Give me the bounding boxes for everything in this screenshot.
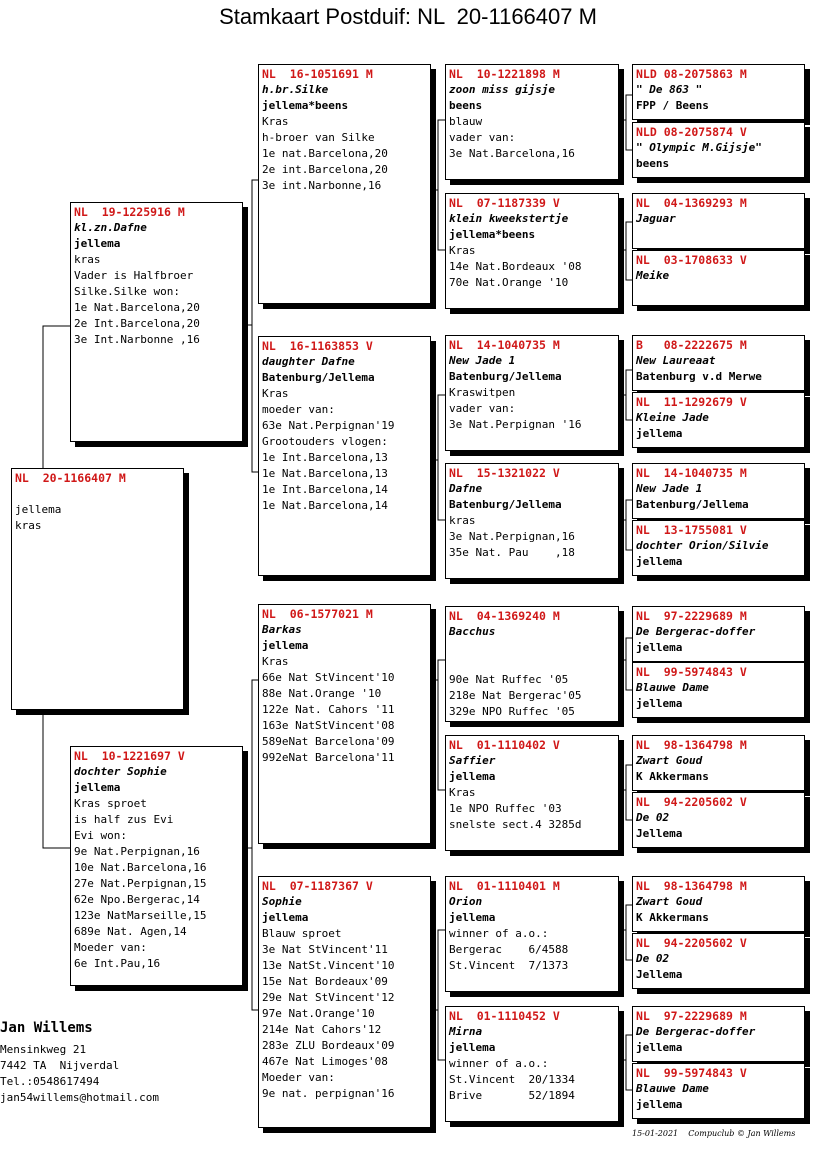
pigeon-info-line: moeder van: bbox=[262, 403, 335, 416]
pigeon-card-g4 bbox=[632, 250, 805, 306]
pigeon-card-ffm bbox=[445, 193, 619, 309]
pigeon-info-line: 1e Nat.Barcelona,14 bbox=[262, 499, 388, 512]
pigeon-card-g6 bbox=[632, 392, 805, 448]
pigeon-info-line: blauw bbox=[449, 115, 483, 128]
ring-number: NLD 08-2075874 V bbox=[636, 125, 747, 139]
pigeon-card-g8 bbox=[632, 520, 805, 576]
ring-number: NL 06-1577021 M bbox=[262, 607, 373, 621]
pigeon-card-fmm bbox=[445, 463, 619, 579]
ring-number: NL 13-1755081 V bbox=[636, 523, 747, 537]
pigeon-info-line: jellema bbox=[449, 1041, 496, 1054]
pigeon-info-line: 283e ZLU Bordeaux'09 bbox=[262, 1039, 395, 1052]
pigeon-info-line: h-broer van Silke bbox=[262, 131, 375, 144]
pigeon-name: Zwart Goud bbox=[636, 895, 703, 908]
ring-number: NLD 08-2075863 M bbox=[636, 67, 747, 81]
ring-number: NL 15-1321022 V bbox=[449, 466, 560, 480]
pigeon-info-line: 35e Nat. Pau ,18 bbox=[449, 546, 575, 559]
pigeon-card-g10 bbox=[632, 662, 805, 718]
pigeon-name: kl.zn.Dafne bbox=[74, 221, 147, 234]
pigeon-info-line: Batenburg/Jellema bbox=[262, 371, 375, 384]
pigeon-info-line: 66e Nat StVincent'10 bbox=[262, 671, 395, 684]
pigeon-card-g2 bbox=[632, 122, 805, 178]
pigeon-info-line: 689e Nat. Agen,14 bbox=[74, 925, 187, 938]
pigeon-name: Blauwe Dame bbox=[636, 1082, 709, 1095]
pigeon-info-line: jellema bbox=[636, 555, 683, 568]
pigeon-name: Blauwe Dame bbox=[636, 681, 709, 694]
ring-number: NL 01-1110402 V bbox=[449, 738, 560, 752]
ring-number: NL 04-1369293 M bbox=[636, 196, 747, 210]
pigeon-info-line: 992eNat Barcelona'11 bbox=[262, 751, 395, 764]
pigeon-info-line: jellema bbox=[262, 639, 309, 652]
pigeon-name: " De 863 " bbox=[636, 83, 703, 96]
pigeon-card-mm bbox=[258, 876, 431, 1128]
pigeon-name: dochter Sophie bbox=[74, 765, 167, 778]
ring-number: NL 04-1369240 M bbox=[449, 609, 560, 623]
pigeon-info-line: jellema bbox=[74, 781, 121, 794]
pigeon-card-ff bbox=[258, 64, 431, 304]
connector-subject-sire bbox=[43, 326, 70, 468]
ring-number: NL 19-1225916 M bbox=[74, 205, 185, 219]
pigeon-name: h.br.Silke bbox=[262, 83, 329, 96]
ring-number: NL 03-1708633 V bbox=[636, 253, 747, 267]
pigeon-name: New Jade 1 bbox=[449, 354, 516, 367]
ring-number: NL 14-1040735 M bbox=[636, 466, 747, 480]
pigeon-name: Barkas bbox=[262, 623, 302, 636]
pigeon-card-g14 bbox=[632, 933, 805, 989]
pigeon-info-line: jellema bbox=[262, 911, 309, 924]
pigeon-info-line: 1e nat.Barcelona,20 bbox=[262, 147, 388, 160]
pigeon-info-line: snelste sect.4 3285d bbox=[449, 818, 582, 831]
ring-number: NL 10-1221898 M bbox=[449, 67, 560, 81]
pigeon-info-line: 63e Nat.Perpignan'19 bbox=[262, 419, 395, 432]
pigeon-name: De Bergerac-doffer bbox=[636, 1025, 756, 1038]
ring-number: NL 11-1292679 V bbox=[636, 395, 747, 409]
pigeon-info-line: Batenburg v.d Merwe bbox=[636, 370, 762, 383]
pigeon-card-m bbox=[70, 746, 243, 986]
pigeon-info-line: 70e Nat.Orange '10 bbox=[449, 276, 569, 289]
pigeon-card-g1 bbox=[632, 64, 805, 120]
owner-email: jan54willems@hotmail.com bbox=[0, 1091, 159, 1104]
pigeon-info-line: K Akkermans bbox=[636, 770, 709, 783]
pigeon-info-line: FPP / Beens bbox=[636, 99, 709, 112]
pigeon-info-line: vader van: bbox=[449, 402, 516, 415]
pigeon-info-line: 6e Int.Pau,16 bbox=[74, 957, 161, 970]
connector-mm bbox=[431, 930, 445, 1060]
ring-number: NL 16-1051691 M bbox=[262, 67, 373, 81]
pigeon-card-g16 bbox=[632, 1063, 805, 1119]
pigeon-info-line: 214e Nat Cahors'12 bbox=[262, 1023, 382, 1036]
connector-ffm bbox=[619, 222, 632, 280]
ring-number: NL 99-5974843 V bbox=[636, 665, 747, 679]
pigeon-name: daughter Dafne bbox=[262, 355, 355, 368]
pigeon-info-line: Batenburg/Jellema bbox=[449, 370, 562, 383]
ring-number: NL 97-2229689 M bbox=[636, 609, 747, 623]
pigeon-info-line: 14e Nat.Bordeaux '08 bbox=[449, 260, 582, 273]
pigeon-info-line: Batenburg/Jellema bbox=[449, 498, 562, 511]
pigeon-card-g12 bbox=[632, 792, 805, 848]
pigeon-name: Orion bbox=[449, 895, 483, 908]
ring-number: NL 01-1110452 V bbox=[449, 1009, 560, 1023]
pigeon-info-line: 2e int.Barcelona,20 bbox=[262, 163, 388, 176]
pigeon-info-line: is half zus Evi bbox=[74, 813, 174, 826]
ring-number: NL 16-1163853 V bbox=[262, 339, 373, 353]
pigeon-info-line: vader van: bbox=[449, 131, 516, 144]
pigeon-info-line: Moeder van: bbox=[262, 1071, 335, 1084]
pigeon-info-line: 218e Nat Bergerac'05 bbox=[449, 689, 582, 702]
connector-mf bbox=[431, 660, 445, 790]
pigeon-info-line: jellema bbox=[636, 1098, 683, 1111]
pigeon-info-line: 3e Int.Narbonne ,16 bbox=[74, 333, 200, 346]
pigeon-info-line: 27e Nat.Perpignan,15 bbox=[74, 877, 207, 890]
ring-number: NL 10-1221697 V bbox=[74, 749, 185, 763]
pigeon-card-g7 bbox=[632, 463, 805, 519]
connector-fmm bbox=[619, 500, 632, 550]
pigeon-info-line: jellema bbox=[74, 237, 121, 250]
ring-number: NL 97-2229689 M bbox=[636, 1009, 747, 1023]
ring-number: NL 14-1040735 M bbox=[449, 338, 560, 352]
ring-number: NL 99-5974843 V bbox=[636, 1066, 747, 1080]
ring-number: NL 20-1166407 M bbox=[15, 471, 126, 485]
pigeon-info-line: Kras bbox=[262, 387, 289, 400]
ring-number: NL 98-1364798 M bbox=[636, 738, 747, 752]
pigeon-name: Saffier bbox=[449, 754, 496, 767]
pigeon-info-line: 88e Nat.Orange '10 bbox=[262, 687, 382, 700]
pigeon-name: zoon miss gijsje bbox=[449, 83, 555, 96]
pigeon-info-line: Kras bbox=[449, 244, 476, 257]
pigeon-name: De 02 bbox=[636, 952, 670, 965]
pigeon-info-line: Vader is Halfbroer bbox=[74, 269, 194, 282]
pigeon-name: klein kweekstertje bbox=[449, 212, 569, 225]
pigeon-info-line: jellema bbox=[636, 427, 683, 440]
pigeon-name: Jaguar bbox=[636, 212, 676, 225]
pigeon-name: New Jade 1 bbox=[636, 482, 703, 495]
pigeon-info-line: jellema*beens bbox=[262, 99, 349, 112]
pigeon-info-line: Grootouders vlogen: bbox=[262, 435, 388, 448]
pigeon-name: Mirna bbox=[449, 1025, 483, 1038]
pigeon-card-g11 bbox=[632, 735, 805, 791]
pigeon-info-line: 97e Nat.Orange'10 bbox=[262, 1007, 375, 1020]
pigeon-card-fm bbox=[258, 336, 431, 576]
owner-phone: Tel.:0548617494 bbox=[0, 1075, 100, 1088]
connector-mmm bbox=[619, 1035, 632, 1090]
pigeon-info-line: Kraswitpen bbox=[449, 386, 516, 399]
pigeon-name: De Bergerac-doffer bbox=[636, 625, 756, 638]
connector-fm bbox=[431, 395, 445, 520]
pigeon-info-line: 90e Nat Ruffec '05 bbox=[449, 673, 569, 686]
pigeon-info-line: 3e Nat.Perpignan '16 bbox=[449, 418, 582, 431]
pigeon-info-line: Moeder van: bbox=[74, 941, 147, 954]
ring-number: NL 98-1364798 M bbox=[636, 879, 747, 893]
pigeon-info-line: jellema bbox=[449, 770, 496, 783]
pigeon-card-mmm bbox=[445, 1006, 619, 1122]
pigeon-info-line: 1e Nat.Barcelona,13 bbox=[262, 467, 388, 480]
pigeon-card-f bbox=[70, 202, 243, 442]
pigeon-info-line: jellema bbox=[636, 1041, 683, 1054]
pigeon-info-line: Batenburg/Jellema bbox=[636, 498, 749, 511]
pigeon-info-line: jellema bbox=[15, 503, 62, 516]
connector-mfm bbox=[619, 765, 632, 820]
connector-fff bbox=[619, 95, 632, 150]
pigeon-info-line: Kras bbox=[449, 786, 476, 799]
ring-number: B 08-2222675 M bbox=[636, 338, 747, 352]
pigeon-name: De 02 bbox=[636, 811, 670, 824]
pigeon-info-line: 10e Nat.Barcelona,16 bbox=[74, 861, 207, 874]
pigeon-info-line: K Akkermans bbox=[636, 911, 709, 924]
owner-name: Jan Willems bbox=[0, 1020, 93, 1036]
footer-credit: 15-01-2021 Compuclub © Jan Willems bbox=[632, 1129, 796, 1138]
pigeon-info-line: 62e Npo.Bergerac,14 bbox=[74, 893, 200, 906]
connector-mff bbox=[619, 638, 632, 690]
pigeon-info-line: 9e Nat.Perpignan,16 bbox=[74, 845, 200, 858]
pigeon-info-line: 15e Nat Bordeaux'09 bbox=[262, 975, 388, 988]
pigeon-card-mff bbox=[445, 606, 619, 722]
pigeon-info-line: winner of a.o.: bbox=[449, 1057, 549, 1070]
pigeon-info-line: 9e nat. perpignan'16 bbox=[262, 1087, 395, 1100]
pigeon-info-line: St.Vincent 20/1334 bbox=[449, 1073, 575, 1086]
pigeon-info-line: Brive 52/1894 bbox=[449, 1089, 575, 1102]
owner-info bbox=[0, 1018, 159, 1106]
pigeon-info-line: kras bbox=[449, 514, 476, 527]
pigeon-info-line: jellema*beens bbox=[449, 228, 536, 241]
pigeon-info-line: 1e NPO Ruffec '03 bbox=[449, 802, 562, 815]
pigeon-info-line bbox=[449, 640, 615, 656]
pigeon-info-line: Bergerac 6/4588 bbox=[449, 943, 569, 956]
pigeon-info-line: 3e int.Narbonne,16 bbox=[262, 179, 382, 192]
pigeon-info-line: 2e Int.Barcelona,20 bbox=[74, 317, 200, 330]
ring-number: NL 07-1187367 V bbox=[262, 879, 373, 893]
connector-dam bbox=[243, 680, 258, 1010]
pigeon-info-line: beens bbox=[636, 157, 670, 170]
pigeon-name: Dafne bbox=[449, 482, 483, 495]
connector-ff bbox=[431, 120, 445, 250]
pigeon-info-line: Kras bbox=[262, 115, 289, 128]
pigeon-name: Kleine Jade bbox=[636, 411, 709, 424]
connector-fmf bbox=[619, 370, 632, 420]
pigeon-info-line: 589eNat Barcelona'09 bbox=[262, 735, 395, 748]
connector-subject-dam bbox=[43, 710, 70, 848]
pigeon-name: Meike bbox=[636, 269, 670, 282]
pigeon-name: " Olympic M.Gijsje" bbox=[636, 141, 762, 154]
pigeon-info-line: 1e Int.Barcelona,13 bbox=[262, 451, 388, 464]
pigeon-card-mf bbox=[258, 604, 431, 844]
pigeon-card-fff bbox=[445, 64, 619, 180]
ring-number: NL 94-2205602 V bbox=[636, 795, 747, 809]
pigeon-info-line: St.Vincent 7/1373 bbox=[449, 959, 569, 972]
pigeon-info-line: 467e Nat Limoges'08 bbox=[262, 1055, 388, 1068]
owner-address: Mensinkweg 21 bbox=[0, 1043, 87, 1056]
pigeon-info-line: Silke.Silke won: bbox=[74, 285, 180, 298]
pigeon-name: New Laureaat bbox=[636, 354, 716, 367]
page-title: Stamkaart Postduif: NL 20-1166407 M bbox=[219, 4, 597, 29]
pigeon-info-line: 1e Nat.Barcelona,20 bbox=[74, 301, 200, 314]
pigeon-info-line: 163e NatStVincent'08 bbox=[262, 719, 395, 732]
pigeon-info-line: 3e Nat StVincent'11 bbox=[262, 943, 388, 956]
pigeon-info-line: 122e Nat. Cahors '11 bbox=[262, 703, 395, 716]
owner-city: 7442 TA Nijverdal bbox=[0, 1059, 120, 1072]
pigeon-info-line: Blauw sproet bbox=[262, 927, 342, 940]
pigeon-info-line: 13e NatSt.Vincent'10 bbox=[262, 959, 395, 972]
ring-number: NL 94-2205602 V bbox=[636, 936, 747, 950]
pigeon-info-line: jellema bbox=[636, 641, 683, 654]
pigeon-name: Sophie bbox=[262, 895, 302, 908]
ring-number: NL 07-1187339 V bbox=[449, 196, 560, 210]
pigeon-info-line: 3e Nat.Barcelona,16 bbox=[449, 147, 575, 160]
pigeon-info-line: jellema bbox=[449, 911, 496, 924]
pigeon-info-line: 1e Int.Barcelona,14 bbox=[262, 483, 388, 496]
pigeon-info-line bbox=[449, 656, 615, 672]
pigeon-card-subject bbox=[11, 468, 184, 710]
pigeon-card-g5 bbox=[632, 335, 805, 391]
pigeon-name: dochter Orion/Silvie bbox=[636, 539, 769, 552]
connector-mmf bbox=[619, 905, 632, 960]
pigeon-card-mfm bbox=[445, 735, 619, 851]
pigeon-card-g3 bbox=[632, 193, 805, 249]
pigeon-card-fmf bbox=[445, 335, 619, 451]
pigeon-card-g13 bbox=[632, 876, 805, 932]
pigeon-card-mmf bbox=[445, 876, 619, 992]
pigeon-info-line: beens bbox=[449, 99, 483, 112]
pigeon-info-line: jellema bbox=[636, 697, 683, 710]
pigeon-name: Bacchus bbox=[449, 625, 496, 638]
pigeon-info-line: 329e NPO Ruffec '05 bbox=[449, 705, 575, 718]
pigeon-info-line: Kras bbox=[262, 655, 289, 668]
pigeon-info-line: 3e Nat.Perpignan,16 bbox=[449, 530, 575, 543]
pigeon-info-line: winner of a.o.: bbox=[449, 927, 549, 940]
pigeon-info-line: 29e Nat StVincent'12 bbox=[262, 991, 395, 1004]
pigeon-info-line: Jellema bbox=[636, 827, 683, 840]
pigeon-info-line: Evi won: bbox=[74, 829, 127, 842]
pigeon-info-line: 123e NatMarseille,15 bbox=[74, 909, 207, 922]
pigeon-info-line: kras bbox=[15, 519, 42, 532]
pigeon-name: Zwart Goud bbox=[636, 754, 703, 767]
pigeon-card-g9 bbox=[632, 606, 805, 662]
ring-number: NL 01-1110401 M bbox=[449, 879, 560, 893]
pigeon-card-g15 bbox=[632, 1006, 805, 1062]
pigeon-info-line: kras bbox=[74, 253, 101, 266]
connector-sire bbox=[243, 180, 258, 472]
pigeon-info-line: Jellema bbox=[636, 968, 683, 981]
pigeon-info-line: Kras sproet bbox=[74, 797, 147, 810]
